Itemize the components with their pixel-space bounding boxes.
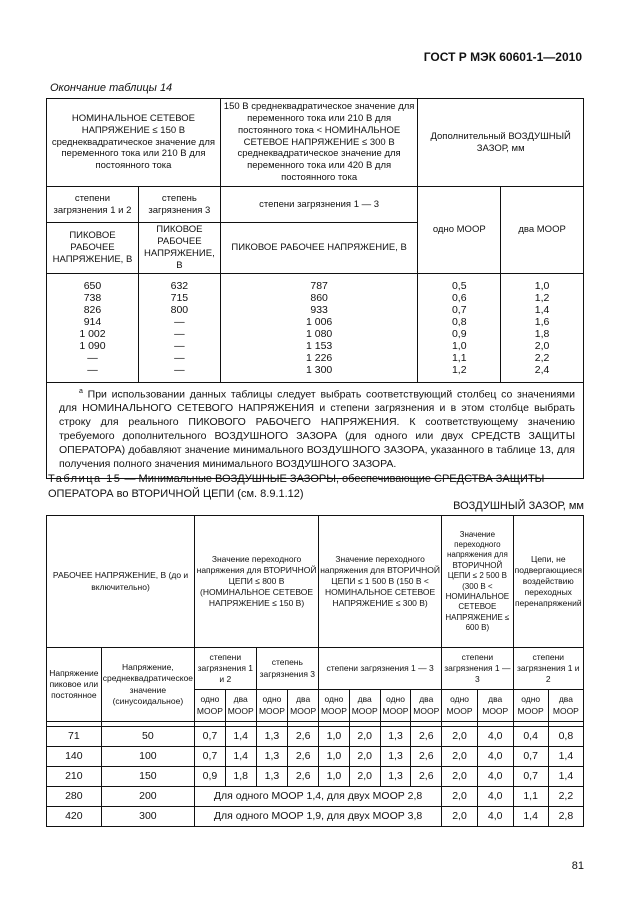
t15-two-moop: два МООР [477, 690, 513, 722]
t15-d-pollution-1-2: степени загрязнения 1 и 2 [513, 648, 583, 690]
cell: 2,2 [548, 787, 583, 807]
cell: 2,0 [442, 807, 478, 827]
cell: 140 [47, 747, 102, 767]
table-row [47, 787, 584, 807]
t14-one-moop: одно МООР [418, 187, 501, 274]
t14-peak-voltage-1: ПИКОВОЕ РАБОЧЕЕ НАПРЯЖЕНИЕ, В [47, 223, 139, 274]
table-row [47, 767, 584, 787]
cell: 280 [47, 787, 102, 807]
cell: 2,6 [288, 727, 319, 747]
cell: 2,0 [442, 727, 478, 747]
table-15-unit: ВОЗДУШНЫЙ ЗАЗОР, мм [453, 500, 584, 512]
cell: 50 [101, 727, 194, 747]
cell: 2,6 [411, 747, 442, 767]
cell: 2,0 [349, 727, 380, 747]
t15-sub-peak: Напряжение пиковое или постоянное [47, 648, 102, 722]
t15-header-no-transient: Цепи, не подвергающиеся воздействию переходных перенапряжений [513, 516, 583, 648]
cell: 2,0 [349, 767, 380, 787]
cell: 1,4 [513, 807, 548, 827]
t14-pollution-3: степень загрязнения 3 [138, 187, 220, 223]
t15-one-moop: одно МООР [195, 690, 226, 722]
cell: 1,4 [548, 767, 583, 787]
t15-one-moop: одно МООР [256, 690, 288, 722]
t15-two-moop: два МООР [288, 690, 319, 722]
t14-pollution-1-3: степени загрязнения 1 — 3 [220, 187, 418, 223]
cell: Для одного МООР 1,4, для двух МООР 2,8 [195, 787, 442, 807]
cell: 4,0 [477, 727, 513, 747]
cell: 2,8 [548, 807, 583, 827]
cell: 1,4 [548, 747, 583, 767]
cell: 300 [101, 807, 194, 827]
t15-header-transient-2500: Значение переходного напряжения для ВТОРИЧНОЙ ЦЕПИ ≤ 2 500 В (300 В < НОМИНАЛЬНОЕ СЕТЕВОЕ НАПРЯЖЕНИЕ ≤ 600 В) [442, 516, 513, 648]
footnote-mark: а [79, 388, 83, 395]
cell: 1,3 [256, 767, 288, 787]
cell: 0,7 [513, 767, 548, 787]
cell: 200 [101, 787, 194, 807]
table-row [47, 807, 584, 827]
cell: 1,4 [225, 727, 256, 747]
t15-one-moop: одно МООР [319, 690, 350, 722]
cell: 2,6 [288, 747, 319, 767]
t15-one-moop: одно МООР [513, 690, 548, 722]
cell: 2,0 [349, 747, 380, 767]
t15-one-moop: одно МООР [442, 690, 478, 722]
cell: 2,6 [411, 727, 442, 747]
table-15 [46, 515, 584, 827]
cell: 2,6 [288, 767, 319, 787]
t14-footnote [47, 383, 584, 479]
t14-col-1-values: 650 738 826 914 1 002 1 090 — — [47, 273, 139, 383]
t14-header-high-voltage: 150 В среднеквадратическое значение для переменного тока или 210 В для постоянного тока < НОМИНАЛЬНОЕ СЕТЕВОЕ НАПРЯЖЕНИЕ ≤ 300 В среднеквадратическое значение для переменного тока или 420 В для постоянного тока [220, 99, 418, 187]
cell: 4,0 [477, 787, 513, 807]
t14-two-moop: два МООР [501, 187, 584, 274]
cell: 150 [101, 767, 194, 787]
t15-two-moop: два МООР [411, 690, 442, 722]
t15-two-moop: два МООР [548, 690, 583, 722]
cell: 2,6 [411, 767, 442, 787]
t14-col-5-values: 1,0 1,2 1,4 1,6 1,8 2,0 2,2 2,4 [501, 273, 584, 383]
cell: 1,8 [225, 767, 256, 787]
t15-two-moop: два МООР [349, 690, 380, 722]
t15-header-transient-800: Значение переходного напряжения для ВТОРИЧНОЙ ЦЕПИ ≤ 800 В (НОМИНАЛЬНОЕ СЕТЕВОЕ НАПРЯЖЕНИЕ ≤ 150 В) [195, 516, 319, 648]
t14-col-2-values: 632 715 800 — — — — — [138, 273, 220, 383]
table-14 [46, 98, 584, 479]
table-15-label: Таблица 15 [48, 473, 122, 485]
t14-header-additional-clearance: Дополнительный ВОЗДУШНЫЙ ЗАЗОР, мм [418, 99, 584, 187]
cell: 4,0 [477, 767, 513, 787]
cell: 2,0 [442, 767, 478, 787]
t15-sub-rms: Напряжение, среднеквадратическое значение (синусоидальное) [101, 648, 194, 722]
cell: 1,4 [225, 747, 256, 767]
cell: 0,7 [513, 747, 548, 767]
t15-b-pollution-1-3: степени загрязнения 1 — 3 [319, 648, 442, 690]
t15-header-transient-1500: Значение переходного напряжения для ВТОРИЧНОЙ ЦЕПИ ≤ 1 500 В (150 В < НОМИНАЛЬНОЕ СЕТЕВОЕ НАПРЯЖЕНИЕ ≤ 300 В) [319, 516, 442, 648]
cell: 1,3 [256, 747, 288, 767]
t15-a-pollution-1-2: степени загрязнения 1 и 2 [195, 648, 257, 690]
page-number: 81 [571, 860, 584, 872]
document-header: ГОСТ Р МЭК 60601-1—2010 [423, 50, 582, 64]
t14-col-4-values: 0,5 0,6 0,7 0,8 0,9 1,0 1,1 1,2 [418, 273, 501, 383]
t15-a-pollution-3: степень загрязнения 3 [256, 648, 318, 690]
cell: 1,0 [319, 747, 350, 767]
t14-pollution-1-2: степени загрязнения 1 и 2 [47, 187, 139, 223]
cell: 1,3 [380, 727, 411, 747]
cell: 0,9 [195, 767, 226, 787]
t15-two-moop: два МООР [225, 690, 256, 722]
t15-one-moop: одно МООР [380, 690, 411, 722]
cell: 0,7 [195, 747, 226, 767]
t14-header-low-voltage: НОМИНАЛЬНОЕ СЕТЕВОЕ НАПРЯЖЕНИЕ ≤ 150 В среднеквадратическое значение для переменного тока или 210 В для постоянного тока [47, 99, 221, 187]
t15-c-pollution-1-3: степени загрязнения 1 — 3 [442, 648, 513, 690]
cell: 1,0 [319, 727, 350, 747]
cell: 4,0 [477, 747, 513, 767]
cell: 420 [47, 807, 102, 827]
cell: 0,7 [195, 727, 226, 747]
cell: 71 [47, 727, 102, 747]
cell: 1,3 [380, 767, 411, 787]
cell: 1,3 [380, 747, 411, 767]
table-row [47, 727, 584, 747]
t15-header-working-voltage: РАБОЧЕЕ НАПРЯЖЕНИЕ, В (до и включительно) [47, 516, 195, 648]
table-15-caption [48, 472, 584, 502]
table-14-caption: Окончание таблицы 14 [50, 82, 173, 94]
cell: 1,0 [319, 767, 350, 787]
table-15-title: — Минимальные ВОЗДУШНЫЕ ЗАЗОРЫ, обеспечивающие СРЕДСТВА ЗАЩИТЫ ОПЕРАТОРА во ВТОРИЧНОЙ ЦЕПИ (см. 8.9.1.12) [48, 473, 545, 500]
cell: 1,3 [256, 727, 288, 747]
t14-peak-voltage-2: ПИКОВОЕ РАБОЧЕЕ НАПРЯЖЕНИЕ, В [138, 223, 220, 274]
table-row [47, 747, 584, 767]
t14-col-3-values: 787 860 933 1 006 1 080 1 153 1 226 1 300 [220, 273, 418, 383]
cell: 0,8 [548, 727, 583, 747]
cell: Для одного МООР 1,9, для двух МООР 3,8 [195, 807, 442, 827]
footnote-text: При использовании данных таблицы следует выбрать соответствующий столбец со значениями для НОМИНАЛЬНОГО СЕТЕВОГО НАПРЯЖЕНИЯ и степени загрязнения и в этом столбце выбрать строку для реального ПИКОВОГО РАБОЧЕГО НАПРЯЖЕНИЯ. К соответствующему значению требуемого дополнительного ВОЗДУШНОГО ЗАЗОРА (для одного или двух СРЕДСТВ ЗАЩИТЫ ОПЕРАТОРА) добавляют значение минимального ВОЗДУШНОГО ЗАЗОРА, указанного в таблице 13, для получения полного значения минимального ВОЗДУШНОГО ЗАЗОРА. [59, 388, 575, 471]
cell: 100 [101, 747, 194, 767]
cell: 2,0 [442, 747, 478, 767]
t14-peak-voltage-3: ПИКОВОЕ РАБОЧЕЕ НАПРЯЖЕНИЕ, В [220, 223, 418, 274]
cell: 2,0 [442, 787, 478, 807]
cell: 210 [47, 767, 102, 787]
cell: 4,0 [477, 807, 513, 827]
cell: 0,4 [513, 727, 548, 747]
cell: 1,1 [513, 787, 548, 807]
